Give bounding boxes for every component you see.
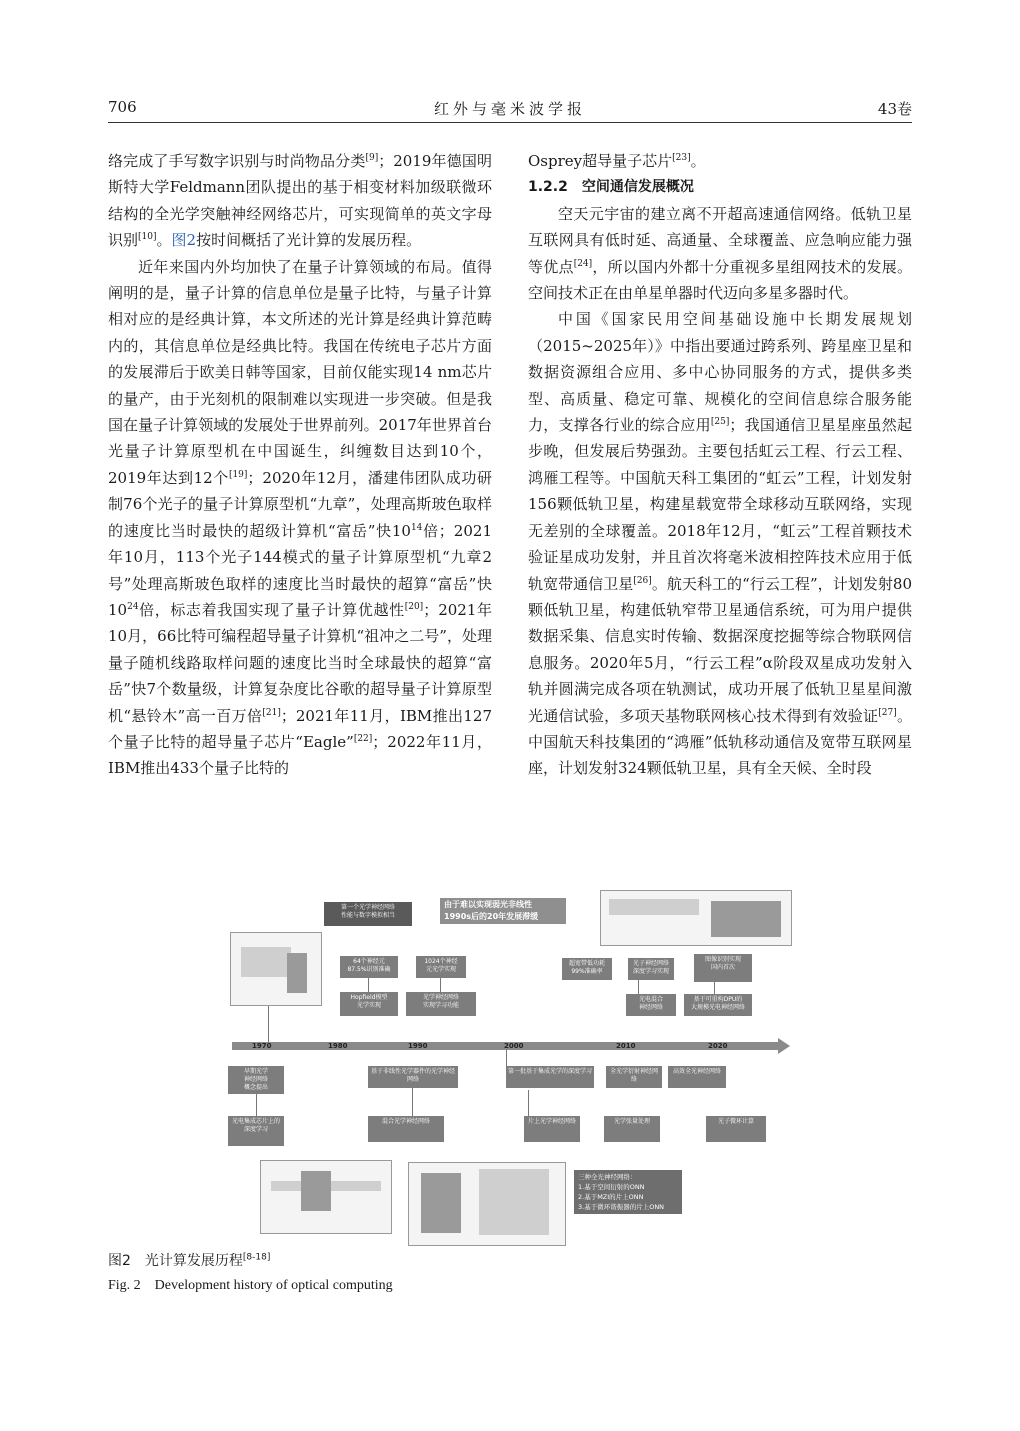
- timeline-milestone-box: 全光学衍射神经网络: [606, 1066, 662, 1088]
- timeline-milestone-box: 基于可重构DPU的 大规模光电神经网络: [684, 994, 752, 1016]
- timeline-connector: [638, 980, 639, 994]
- figure-optical-computing-timeline: [228, 886, 796, 1248]
- citation: [21]: [262, 707, 281, 718]
- timeline-connector: [528, 1090, 529, 1116]
- timeline-connector: [368, 978, 369, 992]
- timeline-milestone-box: 光学神经网络 实现学习功能: [406, 992, 476, 1016]
- timeline-milestone-box: 片上光学神经网络: [524, 1116, 580, 1142]
- citation: [27]: [878, 707, 897, 718]
- timeline-milestone-box: 光学张量处理: [604, 1116, 660, 1142]
- citation: [19]: [228, 469, 248, 480]
- figure-thumbnail-lens-system: [260, 1160, 392, 1234]
- timeline-connector: [412, 1088, 413, 1116]
- timeline-year-label: 1970: [252, 1042, 272, 1050]
- citation: [24]: [573, 258, 593, 269]
- timeline-milestone-box: 基于非线性光学器件的光学神经网络: [368, 1066, 458, 1088]
- timeline-year-label: 2020: [708, 1042, 728, 1050]
- journal-name: 红外与毫米波学报: [433, 100, 586, 118]
- paragraph: 中国《国家民用空间基础设施中长期发展规划（2015~2025年）》中指出要通过跨系列、跨星座卫星和数据资源组合应用、多中心协同服务的方式，提供多类型、高质量、稳定可靠、规模化的空间信息综合服务能力，支撑各行业的综合应用[25]；我国通信卫星星座虽然起步晚，但发展后势强劲。主要包括虹云工程、行云工程、鸿雁工程等。中国航天科工集团的“虹云”工程，计划发射156颗低轨卫星，构建星载宽带全球移动互联网络，实现无差别的全球覆盖。2018年12月，“虹云”工程首颗技术验证星成功发射，并且首次将毫米波相控阵技术应用于低轨宽带通信卫星[26]。航天科工的“行云工程”，计划发射80颗低轨卫星，构建低轨窄带卫星通信系统，可为用户提供数据采集、信息实时传输、数据深度挖掘等综合物联网信息服务。2020年5月，“行云工程”α阶段双星成功发射入轨并圆满完成各项在轨测试，成功开展了低轨卫星星间激光通信试验，多项天基物联网核心技术得到有效验证[27]。中国航天科技集团的“鸿雁”低轨移动通信及宽带互联网星座，计划发射324颗低轨卫星，具有全天候、全时段: [528, 310, 912, 778]
- timeline-year-label: 1990: [408, 1042, 428, 1050]
- timeline-connector: [256, 1094, 257, 1116]
- timeline-milestone-box: 第一个光学神经网络 性能与数字模拟相当: [324, 902, 412, 926]
- figure-caption-cn: 图2 光计算发展历程[8-18]: [108, 1252, 271, 1269]
- timeline-milestone-box: 超宽带低功耗 99%准确率: [562, 958, 612, 980]
- timeline-milestone-box: 早期光学 神经网络 概念提出: [228, 1066, 284, 1094]
- timeline-milestone-box: 图像识别实现 国内首次: [694, 954, 752, 982]
- timeline-milestone-box: 光电混合 神经网络: [626, 994, 676, 1016]
- section-heading: 1.2.2 空间通信发展概况: [528, 179, 694, 196]
- timeline-year-label: 2010: [616, 1042, 636, 1050]
- timeline-milestone-box: 1024个神经 元光学实现: [416, 956, 466, 978]
- left-column: [108, 148, 492, 782]
- timeline-year-label: 1980: [328, 1042, 348, 1050]
- timeline-connector: [440, 978, 441, 992]
- onn-summary-title: 三种全光神经网络：: [578, 1173, 637, 1181]
- figure-banner: 由于难以实现弱光非线性 1990s后的20年发展滞缓: [440, 898, 566, 924]
- paragraph: 空天元宇宙的建立离不开超高速通信网络。低轨卫星互联网具有低时延、高通量、全球覆盖、应急响应能力强等优点[24]，所以国内外都十分重视多星组网技术的发展。空间技术正在由单星单器时代迈向多星多器时代。: [528, 204, 912, 303]
- timeline-milestone-box: 64个神经元 87.5%识别准确: [340, 956, 398, 978]
- figure-thumbnail-early-optical-setup: [230, 932, 322, 1006]
- timeline-milestone-box: Hopfield模型 光学实现: [340, 992, 398, 1016]
- figure-thumbnail-diffractive-layers: [408, 1162, 566, 1246]
- citation: [22]: [353, 733, 373, 744]
- timeline-milestone-box: 高效全光神经网络: [668, 1066, 726, 1088]
- onn-summary-box: [574, 1170, 682, 1214]
- timeline-milestone-box: 光子微环计算: [706, 1116, 766, 1142]
- volume-label: 43卷: [877, 100, 912, 118]
- citation: [9]: [365, 153, 379, 163]
- citation: 14: [410, 522, 423, 533]
- figure-thumbnail-onn-architecture: [600, 890, 792, 946]
- paragraph: 近年来国内外均加快了在量子计算领域的布局。值得阐明的是，量子计算的信息单位是量子比特，与量子计算相对应的是经典计算，本文所述的光计算是经典计算范畴内的，其信息单位是经典比特。我国在传统电子芯片方面的发展滞后于欧美日韩等国家，目前仅能实现14 nm芯片的量产，由于光刻机的限制难以实现进一步突破。但是我国在量子计算领域的发展处于世界前列。2017年世界首台光量子计算原型机在中国诞生，纠缠数目达到10个，2019年达到12个[19]；2020年12月，潘建伟团队成功研制76个光子的量子计算原型机“九章”，处理高斯玻色取样的速度比当时最快的超级计算机“富岳”快$10^{14}$倍；2021年10月，113个光子144模式的量子计算原型机“九章2号”处理高斯玻色取样的速度比当时最快的超算“富岳”快$10^{24}$倍，标志着我国实现了量子计算优越性[20]；2021年10月，66比特可编程超导量子计算机“祖冲之二号”，处理量子随机线路取样问题的速度比当时全球最快的超算“富岳”快7个数量级，计算复杂度比谷歌的超导量子计算原型机“悬铃木”高一百万倍[21]；2021年11月，IBM推出127个量子比特的超导量子芯片“Eagle”[22]；2022年11月，IBM推出433个量子比特的: [108, 257, 493, 778]
- timeline-year-label: 2000: [504, 1042, 524, 1050]
- citation: [10]: [138, 232, 157, 243]
- citation: [25]: [710, 417, 730, 428]
- citation: [23]: [672, 153, 691, 163]
- onn-summary-item: 1.基于空间衍射的ONN: [578, 1183, 645, 1191]
- timeline-arrow-icon: [778, 1038, 790, 1054]
- timeline-milestone-box: 混合光学神经网络: [368, 1116, 444, 1142]
- figure-caption-en: Fig. 2 Development history of optical computing: [108, 1278, 393, 1293]
- page-number: 706: [108, 98, 137, 116]
- timeline-milestone-box: 光电集成芯片上的深度学习: [228, 1116, 284, 1146]
- timeline-connector: [714, 982, 715, 994]
- timeline-connector: [268, 1006, 269, 1042]
- right-column: [528, 148, 912, 782]
- citation: [26]: [633, 575, 652, 586]
- paragraph: 络完成了手写数字识别与时尚物品分类[9]；2019年德国明斯特大学Feldmann团队提出的基于相变材料加级联微环结构的全光学突触神经网络芯片，可实现简单的英文字母识别[10]。图2按时间概括了光计算的发展历程。: [108, 152, 492, 250]
- timeline-milestone-box: 第一批基于集成光学的深度学习: [506, 1066, 594, 1088]
- figure-link[interactable]: 图2: [171, 231, 197, 250]
- onn-summary-item: 2.基于MZI的片上ONN: [578, 1193, 644, 1201]
- onn-summary-item: 3.基于微环谐振器的片上ONN: [578, 1203, 665, 1211]
- page-header: [108, 98, 912, 123]
- citation: [20]: [404, 601, 424, 612]
- timeline-milestone-box: 光子神经网络 深度学习实现: [628, 958, 674, 980]
- citation: 24: [127, 601, 139, 612]
- timeline-connector: [506, 1050, 507, 1066]
- paragraph: Osprey超导量子芯片[23]。: [528, 152, 706, 170]
- citation: [8-18]: [242, 1252, 271, 1263]
